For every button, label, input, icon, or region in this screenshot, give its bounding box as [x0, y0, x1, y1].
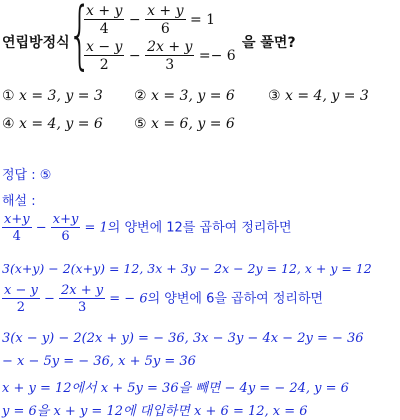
equation-2 — [84, 40, 236, 72]
eq2-fraction-b: $\frac{2x + y}{3}$ — [147, 39, 193, 73]
step3-fraction-a: $\frac{x - y}{2}$ — [4, 283, 38, 315]
eq1-fraction-b: $\frac{x + y}{6}$ — [147, 3, 184, 37]
eq2-fraction-a: $\frac{x - y}{2}$ — [86, 39, 123, 73]
step1-fraction-b: $\frac{x+y}{6}$ — [52, 212, 79, 244]
explanation-line-6: x + y = 12에서 x + 5y = 36을 빼면 − 4y = − 24, y = 6 — [2, 381, 349, 396]
eq2-rhs: =− 6 — [198, 48, 236, 64]
answer-label: 정답 : ⑤ — [2, 168, 52, 183]
problem-suffix: 을 풀면? — [242, 35, 296, 51]
left-brace: { — [68, 0, 92, 78]
eq2-minus: − — [128, 48, 141, 64]
step1-fraction-a: $\frac{x+y}{4}$ — [4, 212, 30, 244]
choice-4[interactable]: ④ x = 4, y = 6 — [2, 116, 103, 132]
choice-5[interactable]: ⑤ x = 6, y = 6 — [134, 116, 235, 132]
explanation-line-5: − x − 5y = − 36, x + 5y = 36 — [2, 354, 196, 369]
eq1-fraction-a: $\frac{x + y}{4}$ — [86, 3, 123, 37]
explanation-line-7: y = 6을 x + y = 12에 대입하면 x + 6 = 12, x = 6 — [2, 404, 308, 419]
eq1-rhs: = 1 — [189, 12, 216, 28]
equation-1 — [84, 4, 215, 36]
explanation-line-2: 3(x+y) − 2(x+y) = 12, 3x + 3y − 2x − 2y = 12, x + y = 12 — [2, 261, 372, 276]
explanation-label: 해설 : — [2, 194, 36, 209]
explanation-step-1: $\frac{x+y}{4}$ − $\frac{x+y}{6}$ = 1의 양변에 12를 곱하여 정리하면 — [4, 212, 292, 244]
problem-label: 연립방정식 — [2, 35, 70, 51]
choice-3[interactable]: ③ x = 4, y = 3 — [268, 88, 369, 104]
explanation-step-3: $\frac{x - y}{2}$ − $\frac{2x + y}{3}$ = − 6의 양변에 6을 곱하여 정리하면 — [4, 283, 324, 315]
step3-fraction-b: $\frac{2x + y}{3}$ — [61, 283, 104, 315]
eq1-minus: − — [128, 12, 141, 28]
explanation-line-4: 3(x − y) − 2(2x + y) = − 36, 3x − 3y − 4x − 2y = − 36 — [2, 331, 364, 346]
choice-1[interactable]: ① x = 3, y = 3 — [2, 88, 103, 104]
choice-2[interactable]: ② x = 3, y = 6 — [134, 88, 235, 104]
